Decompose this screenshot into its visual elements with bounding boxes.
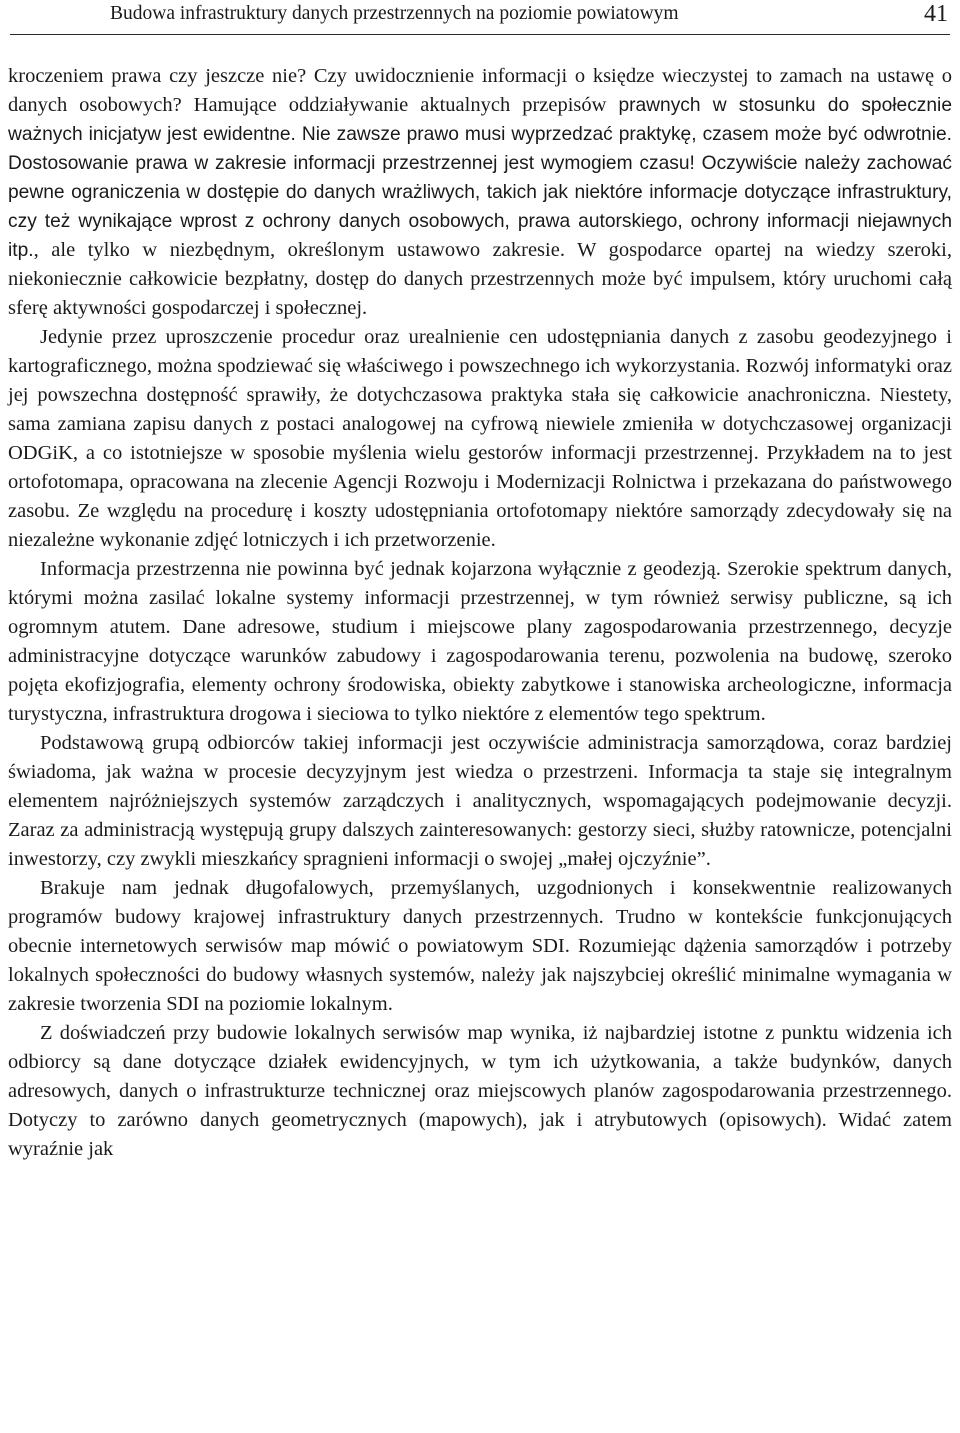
paragraph-4 — [8, 729, 952, 874]
paragraph-4-text: Podstawową grupą odbiorców takiej informacji jest oczywiście administracja samorządowa, coraz bardziej świadoma, jak ważna w procesie decyzyjnym jest wiedza o przestrzeni. Informacja ta staje się integralnym elementem najróżniejszych systemów zarządczych i analitycznych, wspomagających podejmowanie decyzji. Zaraz za administracją występują grupy dalszych zainteresowanych: gestorzy sieci, służby ratownicze, potencjalni inwestorzy, czy zwykli mieszkańcy spragnieni informacji o swojej „małej ojczyźnie”. — [8, 732, 952, 870]
paragraph-1 — [8, 62, 952, 323]
paragraph-1-segment-1: kroczeniem prawa czy jeszcze nie? Czy uwidocznienie informacji o księdze wieczystej to zamach na ustawę o danych osobowych? Hamujące oddziaływanie aktualnych przepisów — [8, 65, 952, 116]
paragraph-2 — [8, 323, 952, 555]
paragraph-3-text: Informacja przestrzenna nie powinna być jednak kojarzona wyłącznie z geodezją. Szerokie spektrum danych, którymi można zasilać lokalne systemy informacji przestrzennej, w tym również serwisy publiczne, są ich ogromnym atutem. Dane adresowe, studium i miejscowe plany zagospodarowania przestrzennego, decyzje administracyjne dotyczące warunków zabudowy i zagospodarowania terenu, pozwolenia na budowę, szeroko pojęta ekofizjografia, elementy ochrony środowiska, obiekty zabytkowe i stanowiska archeologiczne, informacja turystyczna, infrastruktura drogowa i sieciowa to tylko niektóre z elementów tego spektrum. — [8, 558, 952, 725]
running-title: Budowa infrastruktury danych przestrzennych na poziomie powiatowym — [110, 3, 679, 24]
paragraph-1-segment-2: prawnych w stosunku do społecznie ważnych inicjatyw jest ewidentne. Nie zawsze prawo musi wyprzedzać praktykę, czasem może być odwrotnie. Dostosowanie prawa w zakresie informacji przestrzennej jest wymogiem czasu! Oczywiście należy zachować pewne ograniczenia w dostępie do danych wrażliwych, takich jak niektóre informacje dotyczące infrastruktury, czy też wynikające wprost z ochrony danych osobowych, prawa autorskiego, ochrony informacji niejawnych itp. — [8, 95, 952, 261]
paragraph-5 — [8, 874, 952, 1019]
paragraph-1-segment-3: , ale tylko w niezbędnym, określonym ustawowo zakresie. W gospodarce opartej na wiedzy szeroki, niekoniecznie całkowicie bezpłatny, dostęp do danych przestrzennych może być impulsem, który uruchomi całą sferę aktywności gospodarczej i społecznej. — [8, 239, 952, 319]
paragraph-3 — [8, 555, 952, 729]
paragraph-2-text: Jedynie przez uproszczenie procedur oraz urealnienie cen udostępniania danych z zasobu geodezyjnego i kartograficznego, można spodziewać się właściwego i powszechnego ich wykorzystania. Rozwój informatyki oraz jej powszechna dostępność sprawiły, że dotychczasowa praktyka stała się całkowicie anachroniczna. Niestety, sama zamiana zapisu danych z postaci analogowej na cyfrową niewiele zmieniła w dotychczasowej organizacji ODGiK, a co istotniejsze w sposobie myślenia wielu gestorów informacji przestrzennej. Przykładem na to jest ortofotomapa, opracowana na zlecenie Agencji Rozwoju i Modernizacji Rolnictwa i przekazana do państwowego zasobu. Ze względu na procedurę i koszty udostępniania ortofotomapy niektóre samorządy zdecydowały się na niezależne wykonanie zdjęć lotniczych i ich przetworzenie. — [8, 326, 952, 551]
body-text — [8, 62, 952, 1164]
page-number: 41 — [924, 1, 948, 27]
paragraph-6 — [8, 1019, 952, 1164]
paragraph-5-text: Brakuje nam jednak długofalowych, przemyślanych, uzgodnionych i konsekwentnie realizowanych programów budowy krajowej infrastruktury danych przestrzennych. Trudno w kontekście funkcjonujących obecnie internetowych serwisów map mówić o powiatowym SDI. Rozumiejąc dążenia samorządów i potrzeby lokalnych społeczności do budowy własnych systemów, należy jak najszybciej określić minimalne wymagania w zakresie tworzenia SDI na poziomie lokalnym. — [8, 877, 952, 1015]
running-header — [10, 0, 950, 35]
paragraph-6-text: Z doświadczeń przy budowie lokalnych serwisów map wynika, iż najbardziej istotne z punktu widzenia ich odbiorcy są dane dotyczące działek ewidencyjnych, w tym ich użytkowania, a także budynków, danych adresowych, danych o infrastrukturze technicznej oraz miejscowych planów zagospodarowania przestrzennego. Dotyczy to zarówno danych geometrycznych (mapowych), jak i atrybutowych (opisowych). Widać zatem wyraźnie jak — [8, 1022, 952, 1160]
